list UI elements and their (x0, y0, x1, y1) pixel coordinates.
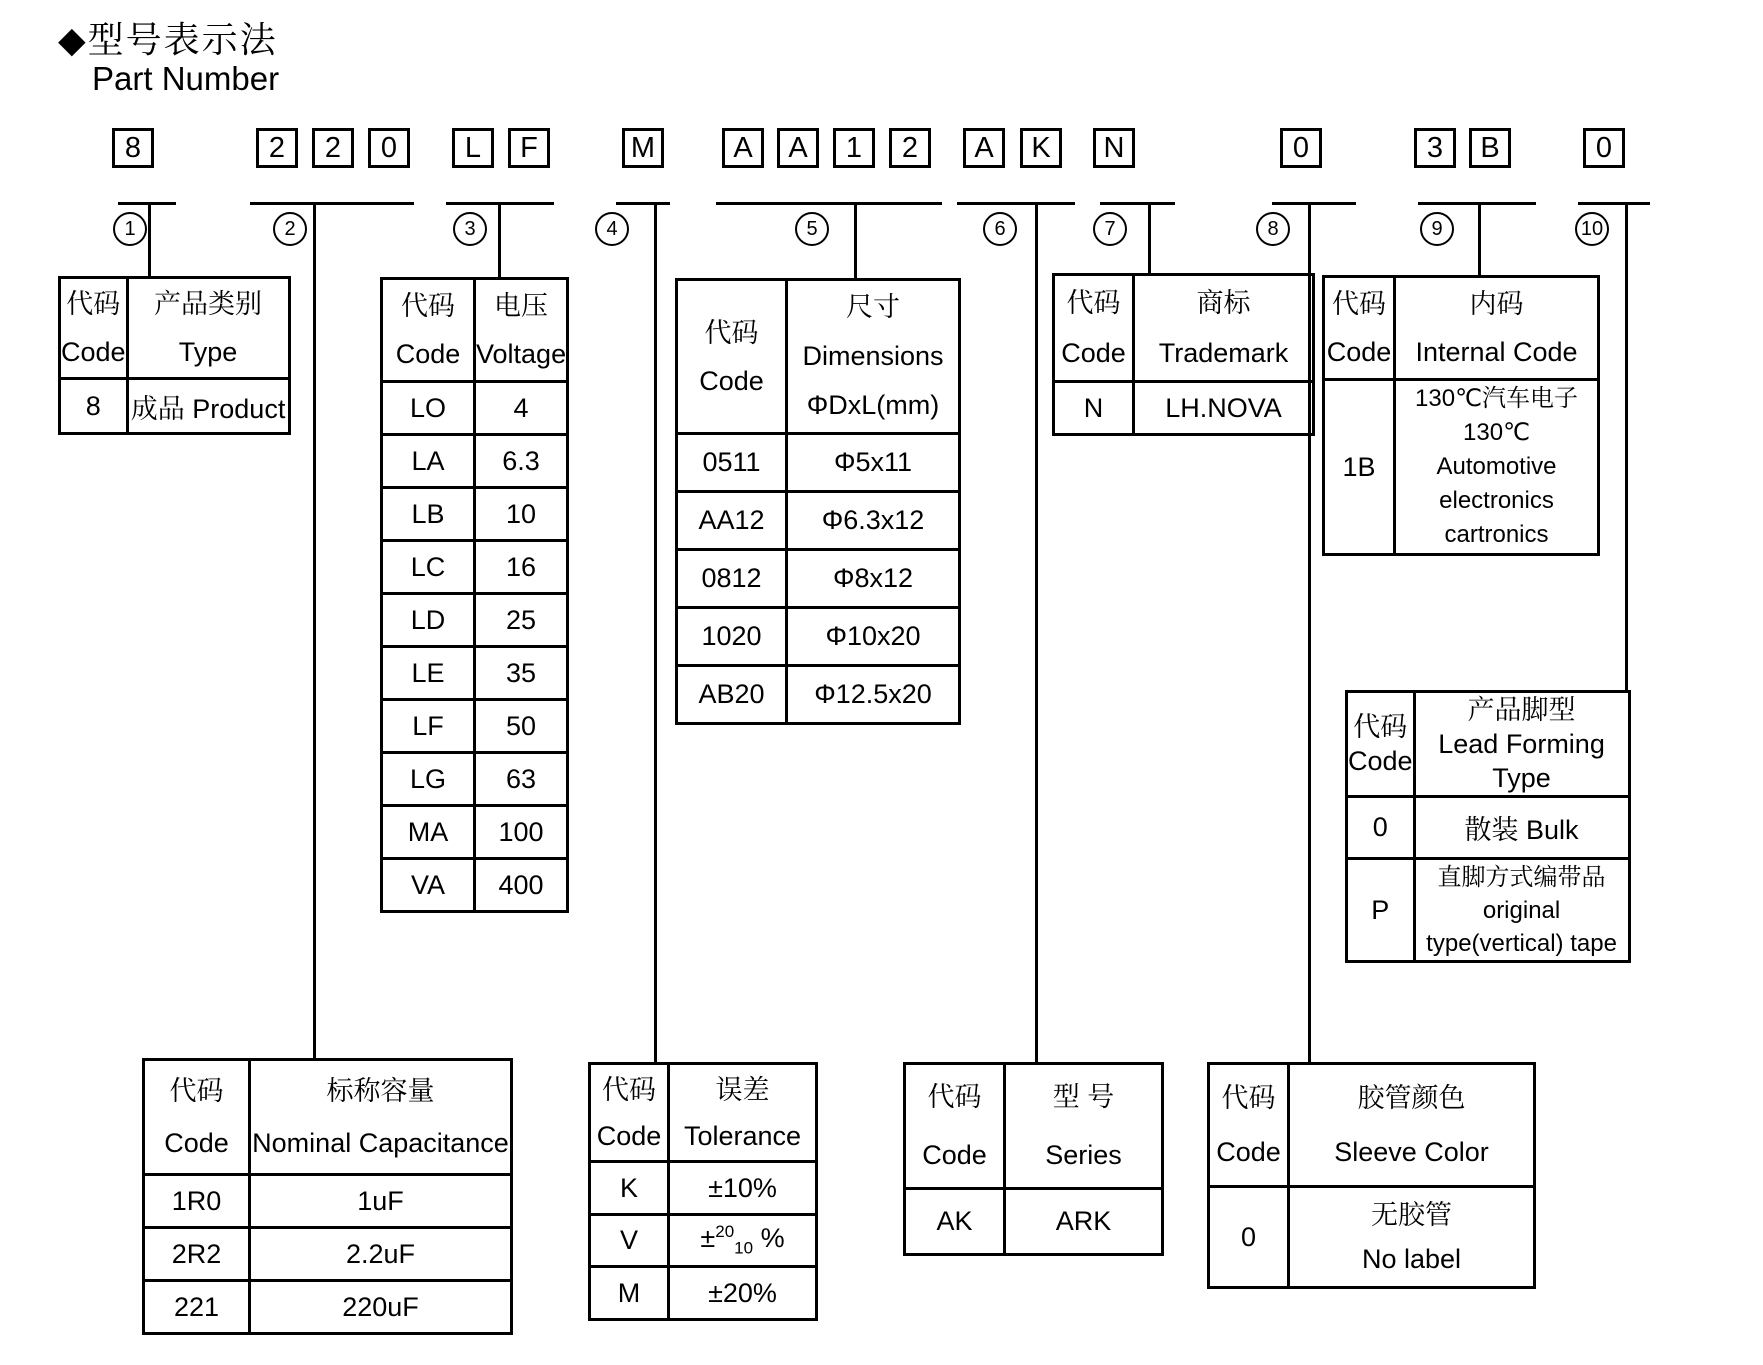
cell: 成品 Product (127, 379, 289, 434)
group-marker: 6 (983, 212, 1017, 246)
header-cell: 代码 Code (590, 1064, 669, 1162)
table-dimensions (675, 278, 961, 725)
group-underline (957, 202, 1075, 205)
table-header-row (1324, 277, 1599, 380)
cell: 50 (475, 700, 568, 753)
part-number-box: M (622, 128, 664, 168)
cell: K (590, 1162, 669, 1215)
table-row (590, 1267, 817, 1320)
part-number-box: 0 (1280, 128, 1322, 168)
table-row (382, 541, 568, 594)
group-marker: 8 (1256, 212, 1290, 246)
table-product-type (58, 276, 291, 435)
table-row (1347, 859, 1630, 962)
connector-line (1625, 205, 1628, 690)
table-row (144, 1228, 512, 1281)
header-cell: 产品脚型 Lead Forming Type (1414, 692, 1629, 797)
table-row (382, 382, 568, 435)
cell: LE (382, 647, 475, 700)
header-cell: 代码 Code (1209, 1064, 1289, 1187)
cell: LB (382, 488, 475, 541)
cell: 130℃汽车电子 130℃ Automotive electronics cartronics (1395, 380, 1599, 555)
table-internal-code (1322, 275, 1600, 556)
part-number-box: A (963, 128, 1005, 168)
cell: 0 (1209, 1187, 1289, 1288)
part-number-box: N (1093, 128, 1135, 168)
connector-line (654, 205, 657, 1062)
header-cell: 代码 Code (1054, 275, 1134, 382)
group-marker: 2 (273, 212, 307, 246)
cell: LC (382, 541, 475, 594)
group-underline (1418, 202, 1536, 205)
table-voltage (380, 277, 569, 913)
cell: LG (382, 753, 475, 806)
cell: ±20% (669, 1267, 817, 1320)
part-number-box: 1 (833, 128, 875, 168)
cell: 无胶管 No label (1289, 1187, 1535, 1288)
table-row (590, 1162, 817, 1215)
table-header-row (144, 1060, 512, 1175)
table-row (382, 806, 568, 859)
part-number-box: 0 (1583, 128, 1625, 168)
cell: 1R0 (144, 1175, 250, 1228)
table-row (382, 859, 568, 912)
cell: Φ6.3x12 (787, 492, 960, 550)
cell: Φ10x20 (787, 608, 960, 666)
connector-line (1478, 205, 1481, 275)
table-row (382, 435, 568, 488)
cell: Φ12.5x20 (787, 666, 960, 724)
header-cell: 标称容量 Nominal Capacitance (250, 1060, 512, 1175)
table-header-row (1347, 692, 1630, 797)
header-cell: 代码 Code (1324, 277, 1395, 380)
header-cell: 尺寸 Dimensions ΦDxL(mm) (787, 280, 960, 434)
cell: AK (905, 1189, 1005, 1255)
connector-line (1148, 205, 1151, 273)
cell: 散装 Bulk (1414, 797, 1629, 859)
group-underline (118, 202, 176, 205)
table-row (590, 1215, 817, 1267)
group-underline (616, 202, 670, 205)
cell: 35 (475, 647, 568, 700)
cell: 4 (475, 382, 568, 435)
cell: 63 (475, 753, 568, 806)
table-row (677, 550, 960, 608)
header-cell: 型 号 Series (1005, 1064, 1163, 1189)
group-marker: 4 (595, 212, 629, 246)
header-cell: 代码 Code (382, 279, 475, 382)
group-marker: 9 (1420, 212, 1454, 246)
cell: 直脚方式编带品 original type(vertical) tape (1414, 859, 1629, 962)
cell: VA (382, 859, 475, 912)
cell: 1020 (677, 608, 787, 666)
cell: V (590, 1215, 669, 1267)
table-row (382, 753, 568, 806)
table-tolerance (588, 1062, 818, 1321)
table-row (677, 608, 960, 666)
connector-line (498, 205, 501, 277)
table-header-row (382, 279, 568, 382)
cell: 0812 (677, 550, 787, 608)
table-row (677, 434, 960, 492)
group-marker: 10 (1575, 212, 1609, 246)
table-row (382, 594, 568, 647)
header-cell: 代码 Code (144, 1060, 250, 1175)
connector-line (148, 205, 151, 276)
group-marker: 1 (113, 212, 147, 246)
table-row (1209, 1187, 1535, 1288)
header-cell: 胶管颜色 Sleeve Color (1289, 1064, 1535, 1187)
group-marker: 5 (795, 212, 829, 246)
table-row (677, 666, 960, 724)
cell: 220uF (250, 1281, 512, 1334)
table-row (905, 1189, 1163, 1255)
part-number-box: B (1469, 128, 1511, 168)
group-underline (250, 202, 414, 205)
cell: LH.NOVA (1134, 382, 1314, 435)
cell: M (590, 1267, 669, 1320)
page-title-zh: ◆型号表示法 (58, 19, 278, 60)
cell: Φ5x11 (787, 434, 960, 492)
table-row (1347, 797, 1630, 859)
header-cell: 商标 Trademark (1134, 275, 1314, 382)
table-sleeve-color (1207, 1062, 1536, 1289)
part-number-box: F (508, 128, 550, 168)
table-row (144, 1281, 512, 1334)
table-trademark (1052, 273, 1315, 436)
table-capacitance (142, 1058, 513, 1335)
cell: 0 (1347, 797, 1415, 859)
group-underline (1100, 202, 1175, 205)
cell: AB20 (677, 666, 787, 724)
connector-line (854, 205, 857, 278)
header-cell: 内码 Internal Code (1395, 277, 1599, 380)
part-number-box: A (777, 128, 819, 168)
table-row (382, 647, 568, 700)
part-number-box: 2 (256, 128, 298, 168)
cell: 2R2 (144, 1228, 250, 1281)
page-title-en: Part Number (92, 60, 280, 97)
part-number-box: 0 (368, 128, 410, 168)
header-cell: 电压 Voltage (475, 279, 568, 382)
group-underline (716, 202, 942, 205)
cell: P (1347, 859, 1415, 962)
cell: AA12 (677, 492, 787, 550)
part-number-box: 3 (1414, 128, 1456, 168)
part-number-box: K (1020, 128, 1062, 168)
table-row (60, 379, 290, 434)
part-number-box: 2 (312, 128, 354, 168)
table-lead-forming (1345, 690, 1631, 963)
group-marker: 3 (453, 212, 487, 246)
group-underline (1578, 202, 1650, 205)
cell: LA (382, 435, 475, 488)
part-number-box: 2 (889, 128, 931, 168)
cell: 0511 (677, 434, 787, 492)
table-series (903, 1062, 1164, 1256)
part-number-box: 8 (112, 128, 154, 168)
cell: 100 (475, 806, 568, 859)
table-row (382, 700, 568, 753)
cell: ARK (1005, 1189, 1163, 1255)
header-cell: 代码 Code (677, 280, 787, 434)
cell: 6.3 (475, 435, 568, 488)
cell: LD (382, 594, 475, 647)
cell: N (1054, 382, 1134, 435)
header-cell: 代码 Code (60, 278, 128, 379)
cell: 10 (475, 488, 568, 541)
group-underline (1272, 202, 1356, 205)
cell: 400 (475, 859, 568, 912)
table-row (1054, 382, 1314, 435)
table-row (677, 492, 960, 550)
connector-line (1035, 205, 1038, 1062)
cell: 8 (60, 379, 128, 434)
cell: 1B (1324, 380, 1395, 555)
header-cell: 代码 Code (905, 1064, 1005, 1189)
cell: LO (382, 382, 475, 435)
part-number-box: A (722, 128, 764, 168)
table-header-row (905, 1064, 1163, 1189)
table-header-row (1209, 1064, 1535, 1187)
connector-line (313, 205, 316, 1058)
table-header-row (1054, 275, 1314, 382)
group-marker: 7 (1093, 212, 1127, 246)
cell: 25 (475, 594, 568, 647)
part-number-box: L (452, 128, 494, 168)
cell: LF (382, 700, 475, 753)
header-cell: 代码 Code (1347, 692, 1415, 797)
header-cell: 产品类别 Type (127, 278, 289, 379)
table-header-row (60, 278, 290, 379)
table-row (144, 1175, 512, 1228)
cell: Φ8x12 (787, 550, 960, 608)
cell: ±10% (669, 1162, 817, 1215)
cell: ±$^{20}_{10}$ % (669, 1215, 817, 1267)
table-row (382, 488, 568, 541)
table-header-row (590, 1064, 817, 1162)
cell: 2.2uF (250, 1228, 512, 1281)
cell: 16 (475, 541, 568, 594)
cell: 221 (144, 1281, 250, 1334)
header-cell: 误差 Tolerance (669, 1064, 817, 1162)
table-header-row (677, 280, 960, 434)
cell: 1uF (250, 1175, 512, 1228)
cell: MA (382, 806, 475, 859)
table-row (1324, 380, 1599, 555)
